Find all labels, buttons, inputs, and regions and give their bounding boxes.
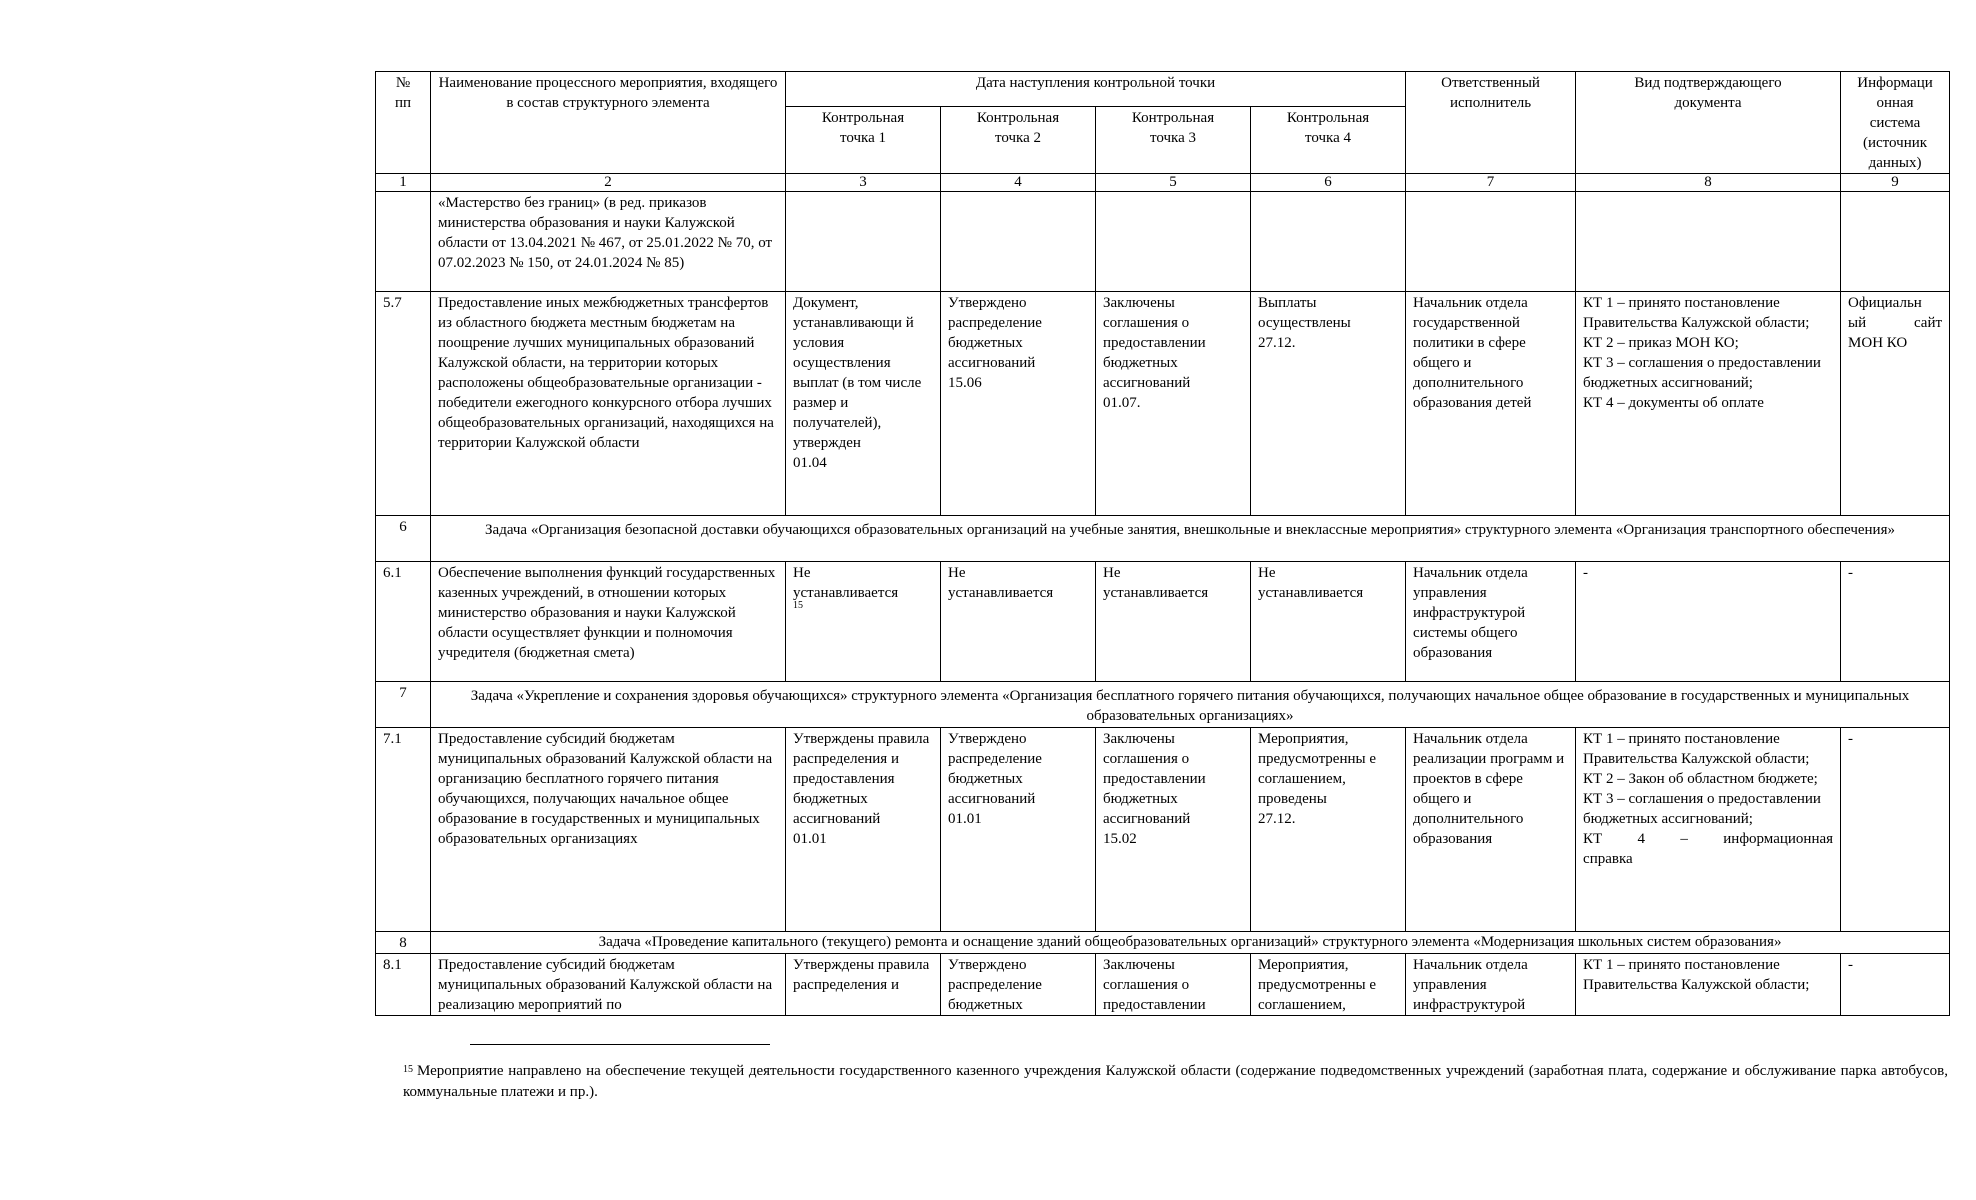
col-number: 5 — [1096, 174, 1251, 192]
column-number-row — [376, 174, 1950, 192]
cell-name: Предоставление субсидий бюджетам муниципальных образований Калужской области на реализацию мероприятий по — [431, 954, 786, 1016]
cell-name: Предоставление субсидий бюджетам муниципальных образований Калужской области на организацию бесплатного горячего питания обучающихся, получающих начальное общее образование в государственных и муниципальных образовательных организациях — [431, 728, 786, 932]
cell-num: 5.7 — [376, 292, 431, 516]
doc-text-last: КТ 4 – информационная — [1583, 831, 1834, 847]
header-info-system: Информаци онная система (источник данных) — [1841, 72, 1950, 174]
col-number: 4 — [941, 174, 1096, 192]
cell-doc: КТ 1 – принято постановление Правительства Калужской области; КТ 2 – приказ МОН КО; КТ 3 – соглашения о предоставлении бюджетных ассигнований; КТ 4 – документы об оплате — [1576, 292, 1841, 516]
cell-name: Предоставление иных межбюджетных трансфертов из областного бюджета местным бюджетам на поощрение лучших муниципальных образований Калужской области, на территории которых расположены общеобразовательные организации - победители ежегодного конкурсного отбора лучших общеобразовательных организаций, находящихся на территории Калужской области — [431, 292, 786, 516]
cell-kt1 — [786, 192, 941, 292]
cell-kt2: Утверждено распределение бюджетных ассигнований 01.01 — [941, 728, 1096, 932]
header-kt3: Контрольная точка 3 — [1096, 106, 1251, 173]
col-number: 2 — [431, 174, 786, 192]
cell-kt1 — [786, 562, 941, 682]
cell-num: 8.1 — [376, 954, 431, 1016]
table-row — [376, 728, 1950, 932]
footnote-ref: 15 — [793, 600, 803, 611]
col-number: 8 — [1576, 174, 1841, 192]
task-num: 7 — [376, 682, 431, 728]
footnote-text: Мероприятие направлено на обеспечение текущей деятельности государственного казенного учреждения Калужской области (содержание подведомственных учреждений (заработная плата, содержание и обслуживание парка автобусов, коммунальные платежи и пр.). — [403, 1063, 1948, 1100]
task-num: 8 — [376, 932, 431, 954]
header-date-group: Дата наступления контрольной точки — [786, 72, 1406, 107]
table-row — [376, 192, 1950, 292]
info-line: ый сайт — [1848, 315, 1943, 331]
cell-doc — [1576, 192, 1841, 292]
cell-kt3: Не устанавливается — [1096, 562, 1251, 682]
cell-kt1: Утверждены правила распределения и — [786, 954, 941, 1016]
header-kt2: Контрольная точка 2 — [941, 106, 1096, 173]
cell-name: «Мастерство без границ» (в ред. приказов министерства образования и науки Калужской области от 13.04.2021 № 467, от 25.01.2022 № 70, от 07.02.2023 № 150, от 24.01.2024 № 85) — [431, 192, 786, 292]
task-text: Задача «Проведение капитального (текущего) ремонта и оснащение зданий общеобразовательных организаций» структурного элемента «Модернизация школьных систем образования» — [431, 932, 1950, 954]
cell-info — [1841, 292, 1950, 516]
col-number: 1 — [376, 174, 431, 192]
table-row — [376, 292, 1950, 516]
cell-kt4: Не устанавливается — [1251, 562, 1406, 682]
cell-doc: - — [1576, 562, 1841, 682]
cell-kt3: Заключены соглашения о предоставлении бюджетных ассигнований 01.07. — [1096, 292, 1251, 516]
col-number: 6 — [1251, 174, 1406, 192]
cell-kt2: Утверждено распределение бюджетных — [941, 954, 1096, 1016]
cell-num: 7.1 — [376, 728, 431, 932]
cell-responsible — [1406, 192, 1576, 292]
task-text: Задача «Укрепление и сохранения здоровья обучающихся» структурного элемента «Организация бесплатного горячего питания обучающихся, получающих начальное общее образование в государственных и муниципальных образовательных организациях» — [431, 682, 1950, 728]
cell-responsible: Начальник отдела управления инфраструктурой — [1406, 954, 1576, 1016]
cell-info: - — [1841, 728, 1950, 932]
col-number: 9 — [1841, 174, 1950, 192]
cell-info — [1841, 192, 1950, 292]
task-row — [376, 682, 1950, 728]
header-responsible: Ответственный исполнитель — [1406, 72, 1576, 174]
cell-doc — [1576, 728, 1841, 932]
cell-kt4: Мероприятия, предусмотренны е соглашением, — [1251, 954, 1406, 1016]
kt1-text: Не устанавливается — [793, 565, 899, 601]
table-row — [376, 562, 1950, 682]
cell-info: - — [1841, 562, 1950, 682]
header-name: Наименование процессного мероприятия, входящего в состав структурного элемента — [431, 72, 786, 174]
task-row — [376, 932, 1950, 954]
cell-num: 6.1 — [376, 562, 431, 682]
cell-kt3: Заключены соглашения о предоставлении бюджетных ассигнований 15.02 — [1096, 728, 1251, 932]
header-num: № пп — [376, 72, 431, 174]
cell-kt2 — [941, 192, 1096, 292]
cell-kt3: Заключены соглашения о предоставлении — [1096, 954, 1251, 1016]
doc-text-last: справка — [1583, 851, 1633, 867]
footnote — [403, 1061, 1948, 1103]
col-number: 3 — [786, 174, 941, 192]
task-row — [376, 516, 1950, 562]
cell-kt4 — [1251, 192, 1406, 292]
task-text: Задача «Организация безопасной доставки обучающихся образовательных организаций на учебные занятия, внешкольные и внеклассные мероприятия» структурного элемента «Организация транспортного обеспечения» — [431, 516, 1950, 562]
cell-kt2: Утверждено распределение бюджетных ассигнований 15.06 — [941, 292, 1096, 516]
header-row — [376, 72, 1950, 107]
info-line: Официальн — [1848, 295, 1922, 311]
cell-responsible: Начальник отдела реализации программ и проектов в сфере общего и дополнительного образования — [1406, 728, 1576, 932]
cell-kt3 — [1096, 192, 1251, 292]
cell-name: Обеспечение выполнения функций государственных казенных учреждений, в отношении которых министерство образования и науки Калужской области осуществляет функции и полномочия учредителя (бюджетная смета) — [431, 562, 786, 682]
cell-responsible: Начальник отдела управления инфраструктурой системы общего образования — [1406, 562, 1576, 682]
cell-info: - — [1841, 954, 1950, 1016]
doc-text: КТ 1 – принято постановление Правительства Калужской области; КТ 2 – Закон об областном бюджете; КТ 3 – соглашения о предоставлении бюджетных ассигнований; — [1583, 731, 1821, 827]
cell-kt4: Мероприятия, предусмотренны е соглашением, проведены 27.12. — [1251, 728, 1406, 932]
info-line: МОН КО — [1848, 335, 1908, 351]
footnote-mark: 15 — [403, 1064, 413, 1075]
footnote-separator — [470, 1044, 770, 1045]
table-row — [376, 954, 1950, 1016]
cell-responsible: Начальник отдела государственной политики в сфере общего и дополнительного образования детей — [1406, 292, 1576, 516]
cell-kt2: Не устанавливается — [941, 562, 1096, 682]
cell-kt1: Документ, устанавливающи й условия осуществления выплат (в том числе размер и получателей), утвержден 01.04 — [786, 292, 941, 516]
task-num: 6 — [376, 516, 431, 562]
header-kt1: Контрольная точка 1 — [786, 106, 941, 173]
cell-num — [376, 192, 431, 292]
cell-doc: КТ 1 – принято постановление Правительства Калужской области; — [1576, 954, 1841, 1016]
cell-kt1: Утверждены правила распределения и предоставления бюджетных ассигнований 01.01 — [786, 728, 941, 932]
cell-kt4: Выплаты осуществлены 27.12. — [1251, 292, 1406, 516]
activities-table — [375, 71, 1950, 1016]
col-number: 7 — [1406, 174, 1576, 192]
header-kt4: Контрольная точка 4 — [1251, 106, 1406, 173]
header-doc-type: Вид подтверждающего документа — [1576, 72, 1841, 174]
